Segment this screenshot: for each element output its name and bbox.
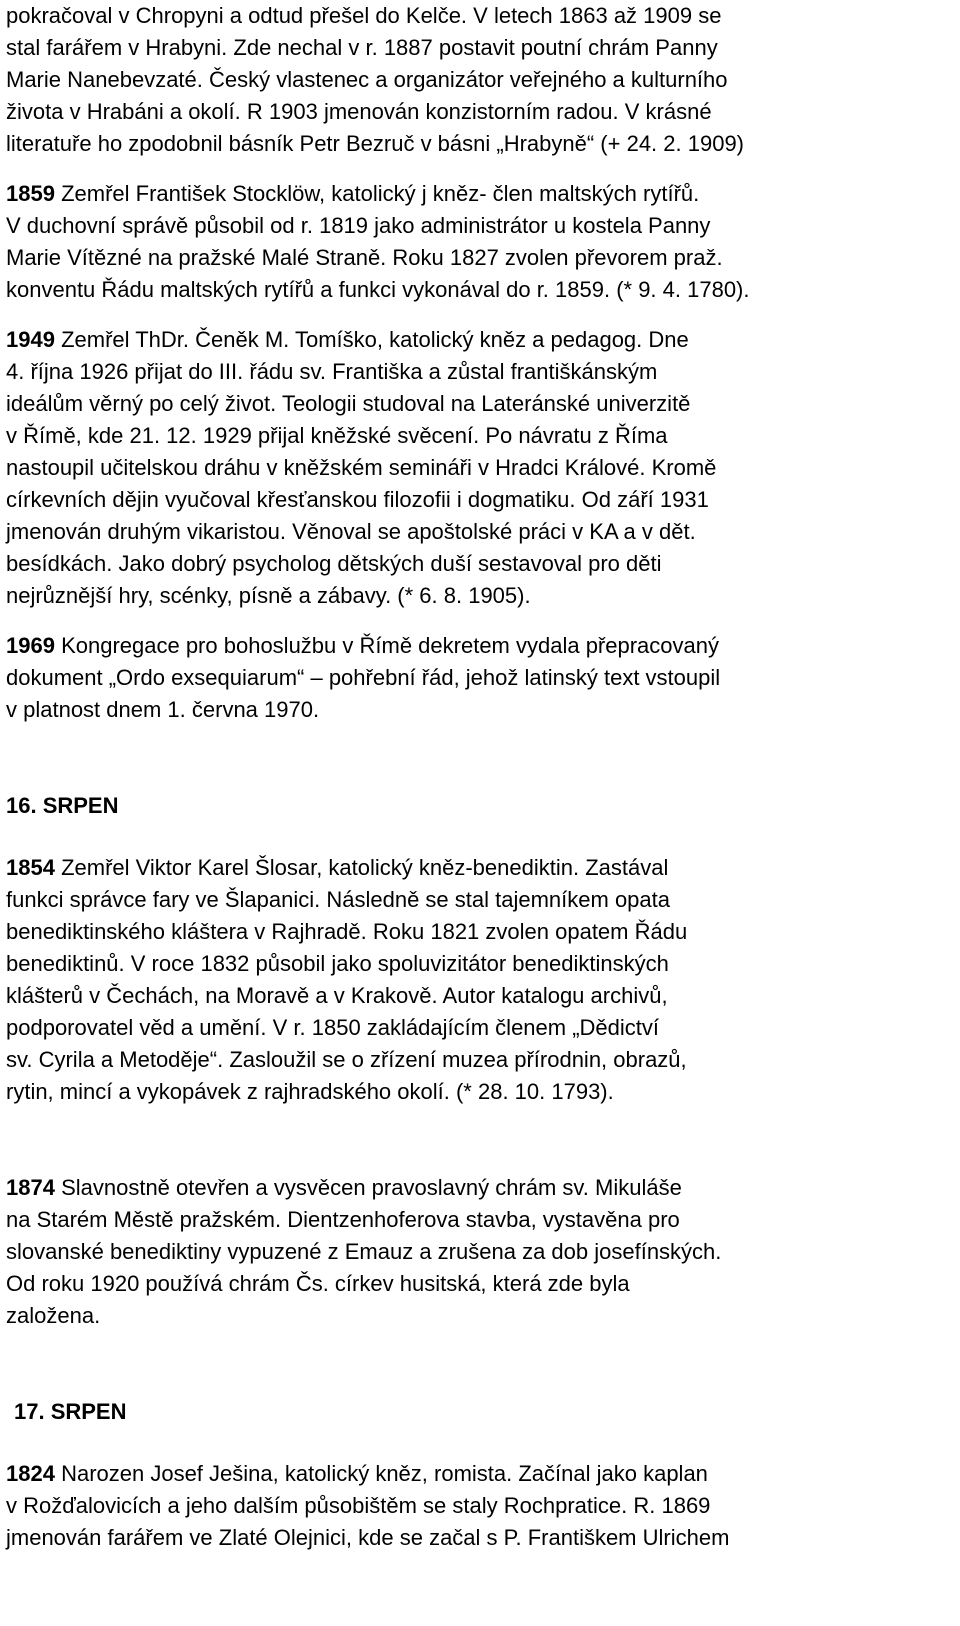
text-line: rytin, mincí a vykopávek z rajhradského okolí. (* 28. 10. 1793). [6, 1079, 614, 1104]
text-line: konventu Řádu maltských rytířů a funkci vykonával do r. 1859. (* 9. 4. 1780). [6, 277, 750, 302]
text-line: založena. [6, 1303, 101, 1328]
text-line: sv. Cyrila a Metoděje“. Zasloužil se o zřízení muzea přírodnin, obrazů, [6, 1047, 687, 1072]
entry-1859 [6, 178, 956, 306]
text-line: v Římě, kde 21. 12. 1929 přijal kněžské svěcení. Po návratu z Říma [6, 423, 668, 448]
text-line: podporovatel věd a umění. V r. 1850 zakládajícím členem „Dědictví [6, 1015, 660, 1040]
text-line: dokument „Ordo exsequiarum“ – pohřební řád, jehož latinský text vstoupil [6, 665, 721, 690]
entry-first-line [6, 178, 956, 210]
entry-1854 [6, 852, 956, 1108]
entry-1874 [6, 1172, 956, 1332]
entry-first-line [6, 324, 956, 356]
entry-1949 [6, 324, 956, 612]
entry-year: 1854 [6, 855, 55, 880]
text-line: církevních dějin vyučoval křesťanskou filozofii i dogmatiku. Od září 1931 [6, 487, 709, 512]
text-line: besídkách. Jako dobrý psycholog dětských duší sestavoval pro děti [6, 551, 662, 576]
entry-year: 1969 [6, 633, 55, 658]
entry-text: Zemřel Viktor Karel Šlosar, katolický kněz-benediktin. Zastával [54, 855, 669, 880]
entry-first-line [6, 1172, 956, 1204]
text-line: jmenován farářem ve Zlaté Olejnici, kde se začal s P. Františkem Ulrichem [6, 1525, 730, 1550]
text-line: ideálům věrný po celý život. Teologii studoval na Lateránské univerzitě [6, 391, 691, 416]
entry-text: Kongregace pro bohoslužbu v Římě dekretem vydala přepracovaný [54, 633, 719, 658]
text-line: 4. října 1926 přijat do III. řádu sv. Františka a zůstal františkánským [6, 359, 658, 384]
text-line: pokračoval v Chropyni a odtud přešel do Kelče. V letech 1863 až 1909 se [6, 3, 722, 28]
entry-year: 1859 [6, 181, 55, 206]
text-line: Od roku 1920 používá chrám Čs. církev husitská, která zde byla [6, 1271, 630, 1296]
text-line: na Starém Městě pražském. Dientzenhoferova stavba, vystavěna pro [6, 1207, 680, 1232]
text-line: stal farářem v Hrabyni. Zde nechal v r. 1887 postavit poutní chrám Panny [6, 35, 718, 60]
entry-1824 [6, 1458, 956, 1554]
entry-text: Slavnostně otevřen a vysvěcen pravoslavný chrám sv. Mikuláše [54, 1175, 682, 1200]
intro-paragraph [6, 0, 956, 160]
text-line: slovanské benediktiny vypuzené z Emauz a zrušena za dob josefínských. [6, 1239, 722, 1264]
entry-year: 1874 [6, 1175, 55, 1200]
text-line: v platnost dnem 1. června 1970. [6, 697, 320, 722]
date-heading-17-srpen: 17. SRPEN [14, 1399, 127, 1424]
text-line: Marie Nanebevzaté. Český vlastenec a organizátor veřejného a kulturního [6, 67, 728, 92]
text-line: v Rožďalovicích a jeho dalším působištěm se staly Rochpratice. R. 1869 [6, 1493, 711, 1518]
entry-1969 [6, 630, 956, 726]
entry-first-line [6, 1458, 956, 1490]
text-line: literatuře ho zpodobnil básník Petr Bezruč v básni „Hrabyně“ (+ 24. 2. 1909) [6, 131, 745, 156]
entry-first-line [6, 852, 956, 884]
entry-text: Narozen Josef Ješina, katolický kněz, romista. Začínal jako kaplan [54, 1461, 708, 1486]
text-line: nejrůznější hry, scénky, písně a zábavy. (* 6. 8. 1905). [6, 583, 531, 608]
entry-year: 1949 [6, 327, 55, 352]
text-line: V duchovní správě působil od r. 1819 jako administrátor u kostela Panny [6, 213, 711, 238]
entry-text: Zemřel ThDr. Čeněk M. Tomíško, katolický kněz a pedagog. Dne [54, 327, 689, 352]
entry-first-line [6, 630, 956, 662]
text-line: jmenován druhým vikaristou. Věnoval se apoštolské práci v KA a v dět. [6, 519, 696, 544]
entry-year: 1824 [6, 1461, 55, 1486]
date-heading-16-srpen: 16. SRPEN [6, 793, 119, 818]
document-page [6, 0, 956, 1554]
text-line: benediktinů. V roce 1832 působil jako spoluvizitátor benediktinských [6, 951, 669, 976]
text-line: Marie Vítězné na pražské Malé Straně. Roku 1827 zvolen převorem praž. [6, 245, 723, 270]
entry-text: Zemřel František Stocklöw, katolický j kněz- člen maltských rytířů. [54, 181, 700, 206]
text-line: funkci správce fary ve Šlapanici. Následně se stal tajemníkem opata [6, 887, 670, 912]
text-line: benediktinského kláštera v Rajhradě. Roku 1821 zvolen opatem Řádu [6, 919, 688, 944]
text-line: klášterů v Čechách, na Moravě a v Krakově. Autor katalogu archivů, [6, 983, 668, 1008]
text-line: života v Hrabáni a okolí. R 1903 jmenován konzistorním radou. V krásné [6, 99, 712, 124]
text-line: nastoupil učitelskou dráhu v kněžském semináři v Hradci Králové. Kromě [6, 455, 717, 480]
